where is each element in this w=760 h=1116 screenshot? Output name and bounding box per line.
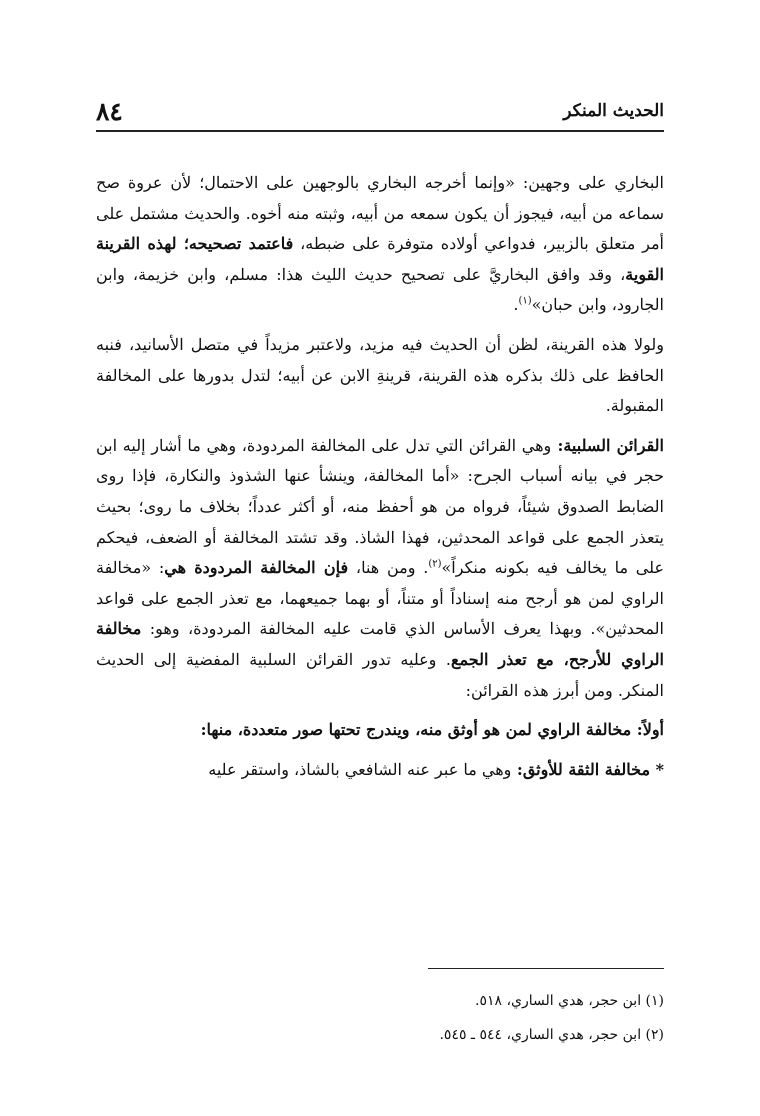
text-run: وهي ما عبر عنه الشافعي بالشاذ، واستقر عليه <box>208 759 512 779</box>
bold-text: فاعتمد تصحيحه؛ لهذه القرينة القوية <box>96 234 664 284</box>
footnotes <box>96 984 664 1052</box>
paragraph <box>96 755 664 786</box>
paragraph <box>96 715 664 746</box>
page-header <box>96 96 664 126</box>
body-text <box>96 168 664 794</box>
paragraph <box>96 168 664 321</box>
page-number: ٨٤ <box>96 96 123 126</box>
running-title: الحديث المنكر <box>563 101 664 121</box>
header-rule <box>96 130 664 132</box>
text-run: ولولا هذه القرينة، لظن أن الحديث فيه مزيد، ولاعتبر مزيداً في متصل الأسانيد، فنبه الحافظ على ذلك بذكره هذه القرينة، قرينةِ الابن عن أبيه؛ لتدل بدورها على المخالفة المقبولة. <box>96 334 664 416</box>
footnote-1: (١) ابن حجر، هدي الساري، ٥١٨. <box>475 993 664 1009</box>
paragraph <box>96 431 664 706</box>
text-run: ، وقد وافق البخاريَّ على تصحيح حديث الليث هذا: مسلم، وابن خزيمة، وابن الجارود، وابن حبان» <box>96 264 664 315</box>
text-run: . وعليه تدور القرائن السلبية المفضية إلى الحديث المنكر. ومن أبرز هذه القرائن: <box>96 649 664 700</box>
text-run: البخاري على وجهين: «وإنما أخرجه البخاري بالوجهين على الاحتمال؛ لأن عروة صح سماعه من أبيه، فيجوز أن يكون سمعه من أبيه، وثبته منه أخوه. والحديث مشتمل على أمر متعلق بالزبير، فدواعي أولاده متوفرة على ضبطه، <box>96 173 665 254</box>
footnote-2: (٢) ابن حجر، هدي الساري، ٥٤٤ ـ ٥٤٥. <box>439 1027 664 1043</box>
footnote-ref: (٢) <box>428 558 442 570</box>
text-run: وهي القرائن التي تدل على المخالفة المردودة، وهي ما أشار إليه ابن حجر في بيانه أسباب الجرح: «أما المخالفة، وينشأ عنها الشذوذ والنكارة، فإذا روى الضابط الصدوق شيئاً، فرواه من هو أحفظ منه، أو أكثر عدداً؛ بخلاف ما روى؛ بحيث يتعذر الجمع على قواعد المحدثين، فهذا الشاذ. وقد تشتد المخالفة أو الضعف، فيحكم على ما يخالف فيه بكونه منكراً» <box>96 435 664 578</box>
bold-text: مخالفة الراوي للأرجح، مع تعذر الجمع <box>96 619 665 669</box>
footnote-ref: (١) <box>518 296 532 308</box>
text-run: . <box>513 295 519 315</box>
text-run: : «مخالفة الراوي لمن هو أرجح منه إسناداً أو متناً، أو بهما جميعهما، مع تعذر الجمع على قواعد المحدثين». وبهذا يعرف الأساس الذي قامت عليه المخالفة المردودة، وهو: <box>96 558 664 639</box>
bold-text: فإن المخالفة المردودة هي <box>164 558 349 578</box>
bold-text: أولاً: مخالفة الراوي لمن هو أوثق منه، ويندرج تحتها صور متعددة، منها: <box>200 720 664 740</box>
bold-text: * مخالفة الثقة للأوثق: <box>511 759 664 779</box>
footnote-rule <box>428 968 664 969</box>
bold-text: القرائن السلبية: <box>551 435 664 455</box>
text-run: . ومن هنا، <box>348 558 429 578</box>
paragraph <box>96 330 664 422</box>
